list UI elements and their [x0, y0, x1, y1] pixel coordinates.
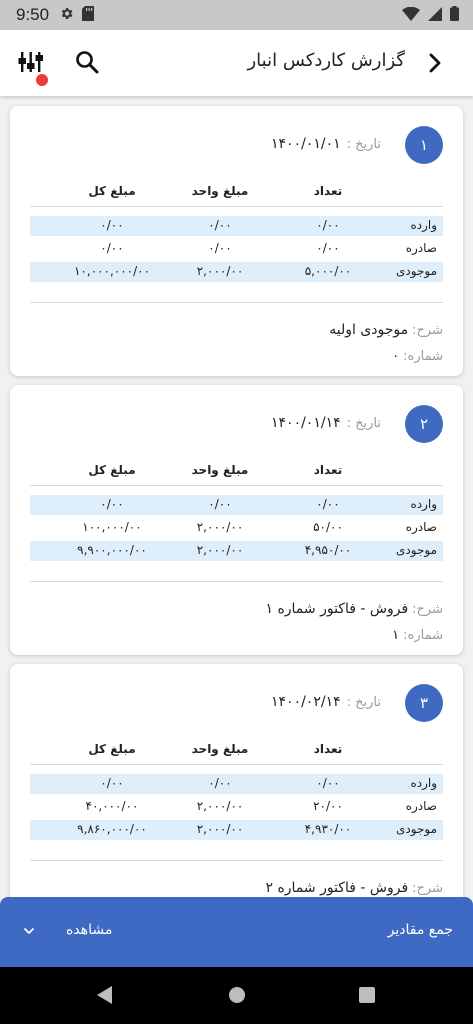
card-description: [265, 880, 443, 896]
row-label: موجودی: [396, 264, 437, 278]
card-date: [271, 694, 381, 710]
wifi-icon: [402, 6, 420, 25]
cell-qty: ۰/۰۰: [316, 497, 340, 511]
col-qty: تعداد: [313, 742, 343, 756]
totals-bar[interactable]: [0, 897, 473, 967]
desc-label: شرح:: [412, 323, 443, 338]
cell-unit: ۲,۰۰۰/۰۰: [196, 822, 244, 836]
card-date: [271, 136, 381, 152]
row-label: وارده: [410, 497, 437, 511]
divider: [30, 581, 443, 582]
col-unit-price: مبلغ واحد: [191, 742, 249, 756]
col-total: مبلغ کل: [88, 184, 136, 198]
divider: [30, 206, 443, 207]
row-stock: [30, 541, 443, 561]
notification-badge: [36, 74, 48, 86]
cell-total: ۰/۰۰: [100, 497, 124, 511]
card-description: [329, 322, 443, 338]
column-header: [30, 740, 443, 760]
date-label: تاریخ :: [346, 695, 381, 710]
card-date: [271, 415, 381, 431]
card-number-badge: ۲: [405, 405, 443, 443]
divider: [30, 302, 443, 303]
desc-value: فروش - فاکتور شماره ۱: [265, 601, 409, 617]
nav-back-icon[interactable]: [94, 984, 116, 1006]
cell-unit: ۲,۰۰۰/۰۰: [196, 799, 244, 813]
cell-total: ۹,۹۰۰,۰۰۰/۰۰: [77, 543, 147, 557]
date-label: تاریخ :: [346, 416, 381, 431]
col-unit-price: مبلغ واحد: [191, 184, 249, 198]
cell-unit: ۲,۰۰۰/۰۰: [196, 264, 244, 278]
row-out: [30, 518, 443, 538]
cell-qty: ۴,۹۵۰/۰۰: [304, 543, 352, 557]
card-number-badge: ۳: [405, 684, 443, 722]
signal-icon: [428, 6, 442, 25]
cell-qty: ۰/۰۰: [316, 776, 340, 790]
back-arrow-icon[interactable]: [423, 50, 445, 76]
cell-unit: ۰/۰۰: [208, 776, 232, 790]
cell-unit: ۲,۰۰۰/۰۰: [196, 520, 244, 534]
nav-home-icon[interactable]: [226, 984, 248, 1006]
row-in: [30, 216, 443, 236]
card-description: [265, 601, 443, 617]
desc-label: شرح:: [412, 881, 443, 896]
row-stock: [30, 820, 443, 840]
date-label: تاریخ :: [346, 137, 381, 152]
sd-card-icon: [82, 6, 94, 25]
divider: [30, 764, 443, 765]
cell-qty: ۵,۰۰۰/۰۰: [304, 264, 352, 278]
view-button[interactable]: مشاهده: [66, 922, 113, 938]
desc-value: فروش - فاکتور شماره ۲: [265, 880, 409, 896]
col-qty: تعداد: [313, 463, 343, 477]
date-value: ۱۴۰۰/۰۱/۱۴: [271, 415, 341, 431]
cell-total: ۰/۰۰: [100, 218, 124, 232]
kardex-card[interactable]: [10, 106, 463, 376]
system-nav-bar: [0, 967, 473, 1024]
divider: [30, 485, 443, 486]
cell-total: ۱۰,۰۰۰,۰۰۰/۰۰: [73, 264, 151, 278]
cell-qty: ۲۰/۰۰: [313, 799, 343, 813]
cell-total: ۱۰۰,۰۰۰/۰۰: [82, 520, 142, 534]
row-label: موجودی: [396, 822, 437, 836]
col-unit-price: مبلغ واحد: [191, 463, 249, 477]
row-label: وارده: [410, 776, 437, 790]
number-label: شماره:: [403, 349, 443, 364]
row-label: صادره: [405, 799, 437, 813]
cell-qty: ۵۰/۰۰: [313, 520, 343, 534]
desc-value: موجودی اولیه: [329, 322, 409, 338]
col-total: مبلغ کل: [88, 463, 136, 477]
gear-icon: [59, 6, 74, 25]
row-out: [30, 239, 443, 259]
col-total: مبلغ کل: [88, 742, 136, 756]
battery-icon: [450, 6, 459, 25]
cell-qty: ۰/۰۰: [316, 241, 340, 255]
card-doc-number: [392, 349, 443, 364]
desc-label: شرح:: [412, 602, 443, 617]
cell-unit: ۰/۰۰: [208, 218, 232, 232]
row-stock: [30, 262, 443, 282]
status-bar: [0, 0, 473, 30]
chevron-down-icon[interactable]: [22, 923, 36, 937]
date-value: ۱۴۰۰/۰۱/۰۱: [271, 136, 341, 152]
cell-total: ۴۰,۰۰۰/۰۰: [85, 799, 139, 813]
card-number-badge: ۱: [405, 126, 443, 164]
cell-unit: ۰/۰۰: [208, 241, 232, 255]
app-bar: [0, 30, 473, 96]
status-time: 9:50: [16, 5, 50, 24]
row-in: [30, 774, 443, 794]
divider: [30, 860, 443, 861]
cell-total: ۹,۸۶۰,۰۰۰/۰۰: [77, 822, 147, 836]
cell-unit: ۲,۰۰۰/۰۰: [196, 543, 244, 557]
date-value: ۱۴۰۰/۰۲/۱۴: [271, 694, 341, 710]
card-doc-number: [392, 628, 443, 643]
cell-total: ۰/۰۰: [100, 776, 124, 790]
number-label: شماره:: [403, 628, 443, 643]
number-value: ۰: [392, 349, 400, 364]
cell-qty: ۰/۰۰: [316, 218, 340, 232]
row-out: [30, 797, 443, 817]
row-label: وارده: [410, 218, 437, 232]
col-qty: تعداد: [313, 184, 343, 198]
row-label: صادره: [405, 520, 437, 534]
column-header: [30, 182, 443, 202]
cell-qty: ۴,۹۳۰/۰۰: [304, 822, 352, 836]
row-label: موجودی: [396, 543, 437, 557]
column-header: [30, 461, 443, 481]
page-title: گزارش کاردکس انبار: [247, 50, 405, 71]
kardex-card[interactable]: [10, 664, 463, 934]
search-icon[interactable]: [74, 49, 100, 75]
cell-unit: ۰/۰۰: [208, 497, 232, 511]
number-value: ۱: [392, 628, 400, 643]
row-in: [30, 495, 443, 515]
kardex-card[interactable]: [10, 385, 463, 655]
cell-total: ۰/۰۰: [100, 241, 124, 255]
row-label: صادره: [405, 241, 437, 255]
nav-recents-icon[interactable]: [356, 984, 378, 1006]
sum-label: جمع مقادیر: [387, 922, 453, 938]
